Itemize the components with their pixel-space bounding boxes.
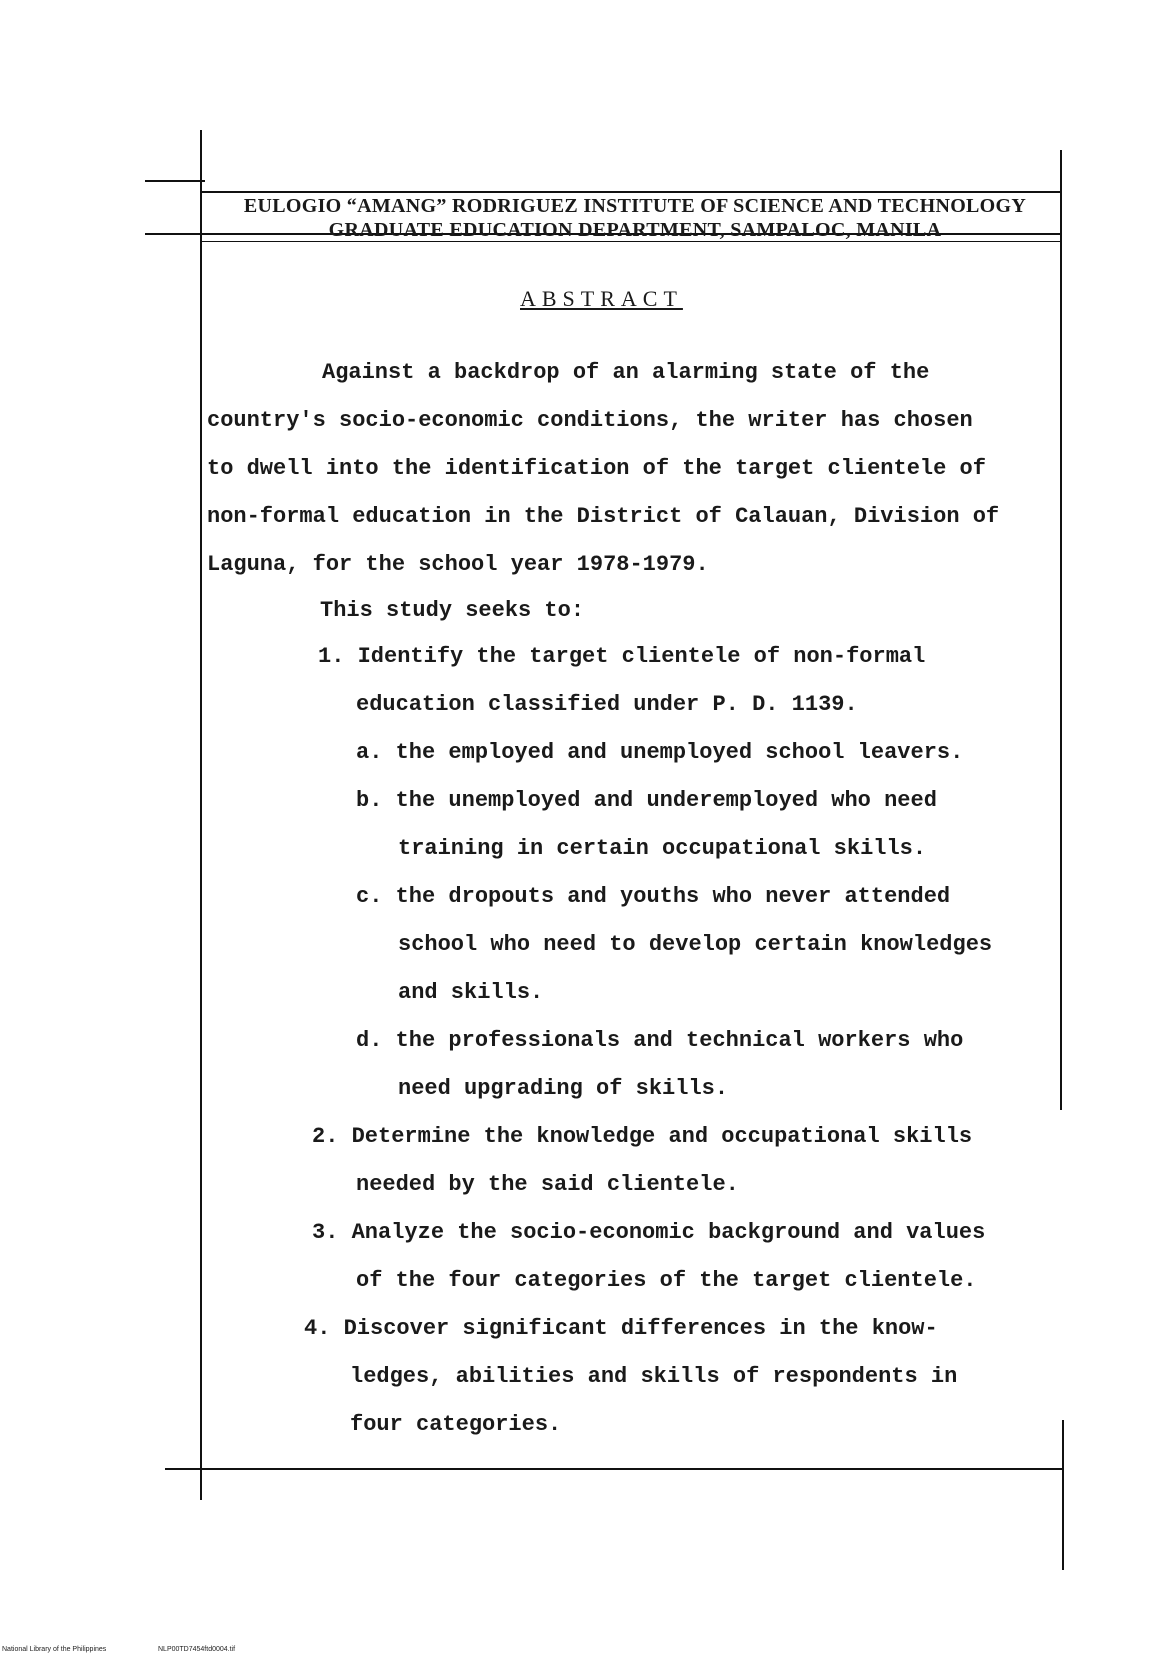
frame-right-rule xyxy=(1060,150,1062,1110)
list-item: 2. Determine the knowledge and occupational skills xyxy=(312,1124,973,1149)
list-item: c. the dropouts and youths who never attended xyxy=(356,884,951,909)
header-line-2: GRADUATE EDUCATION DEPARTMENT, SAMPALOC, MANILA xyxy=(328,219,942,241)
header-top-rule xyxy=(145,180,205,182)
list-item: of the four categories of the target clientele. xyxy=(356,1268,977,1293)
list-item: needed by the said clientele. xyxy=(356,1172,739,1197)
frame-left-rule xyxy=(200,130,202,1500)
list-item: school who need to develop certain knowledges xyxy=(398,932,993,957)
list-item: training in certain occupational skills. xyxy=(398,836,927,861)
list-item: ledges, abilities and skills of respondents in xyxy=(350,1364,958,1389)
list-item: education classified under P. D. 1139. xyxy=(356,692,858,717)
footer-filename: NLP00TD7454ftd0004.tif xyxy=(158,1646,236,1653)
list-item: a. the employed and unemployed school leavers. xyxy=(356,740,964,765)
intro-line: non-formal education in the District of Calauan, Division of xyxy=(207,504,1000,529)
list-item: 1. Identify the target clientele of non-formal xyxy=(318,644,926,669)
header-top-rule-right xyxy=(200,191,1062,193)
list-item: b. the unemployed and underemployed who need xyxy=(356,788,937,813)
intro-line: Against a backdrop of an alarming state of the xyxy=(322,360,930,385)
frame-right-rule-bottom xyxy=(1062,1420,1064,1570)
frame-bottom-rule xyxy=(165,1468,1062,1470)
list-item: d. the professionals and technical workers who xyxy=(356,1028,964,1053)
header-line-1: EULOGIO “AMANG” RODRIGUEZ INSTITUTE OF SCIENCE AND TECHNOLOGY xyxy=(243,195,1027,217)
institution-header xyxy=(210,194,1060,242)
list-item: and skills. xyxy=(398,980,544,1005)
intro-line: country's socio-economic conditions, the writer has chosen xyxy=(207,408,973,433)
list-item: need upgrading of skills. xyxy=(398,1076,729,1101)
page-title: ABSTRACT xyxy=(520,286,683,311)
list-item: 3. Analyze the socio-economic background and values xyxy=(312,1220,986,1245)
footer-library: National Library of the Philippines xyxy=(2,1646,107,1653)
intro-line: Laguna, for the school year 1978-1979. xyxy=(207,552,709,577)
list-item: 4. Discover significant differences in the know- xyxy=(304,1316,938,1341)
lead-sentence: This study seeks to: xyxy=(320,598,585,623)
list-item: four categories. xyxy=(350,1412,562,1437)
intro-line: to dwell into the identification of the target clientele of xyxy=(207,456,986,481)
